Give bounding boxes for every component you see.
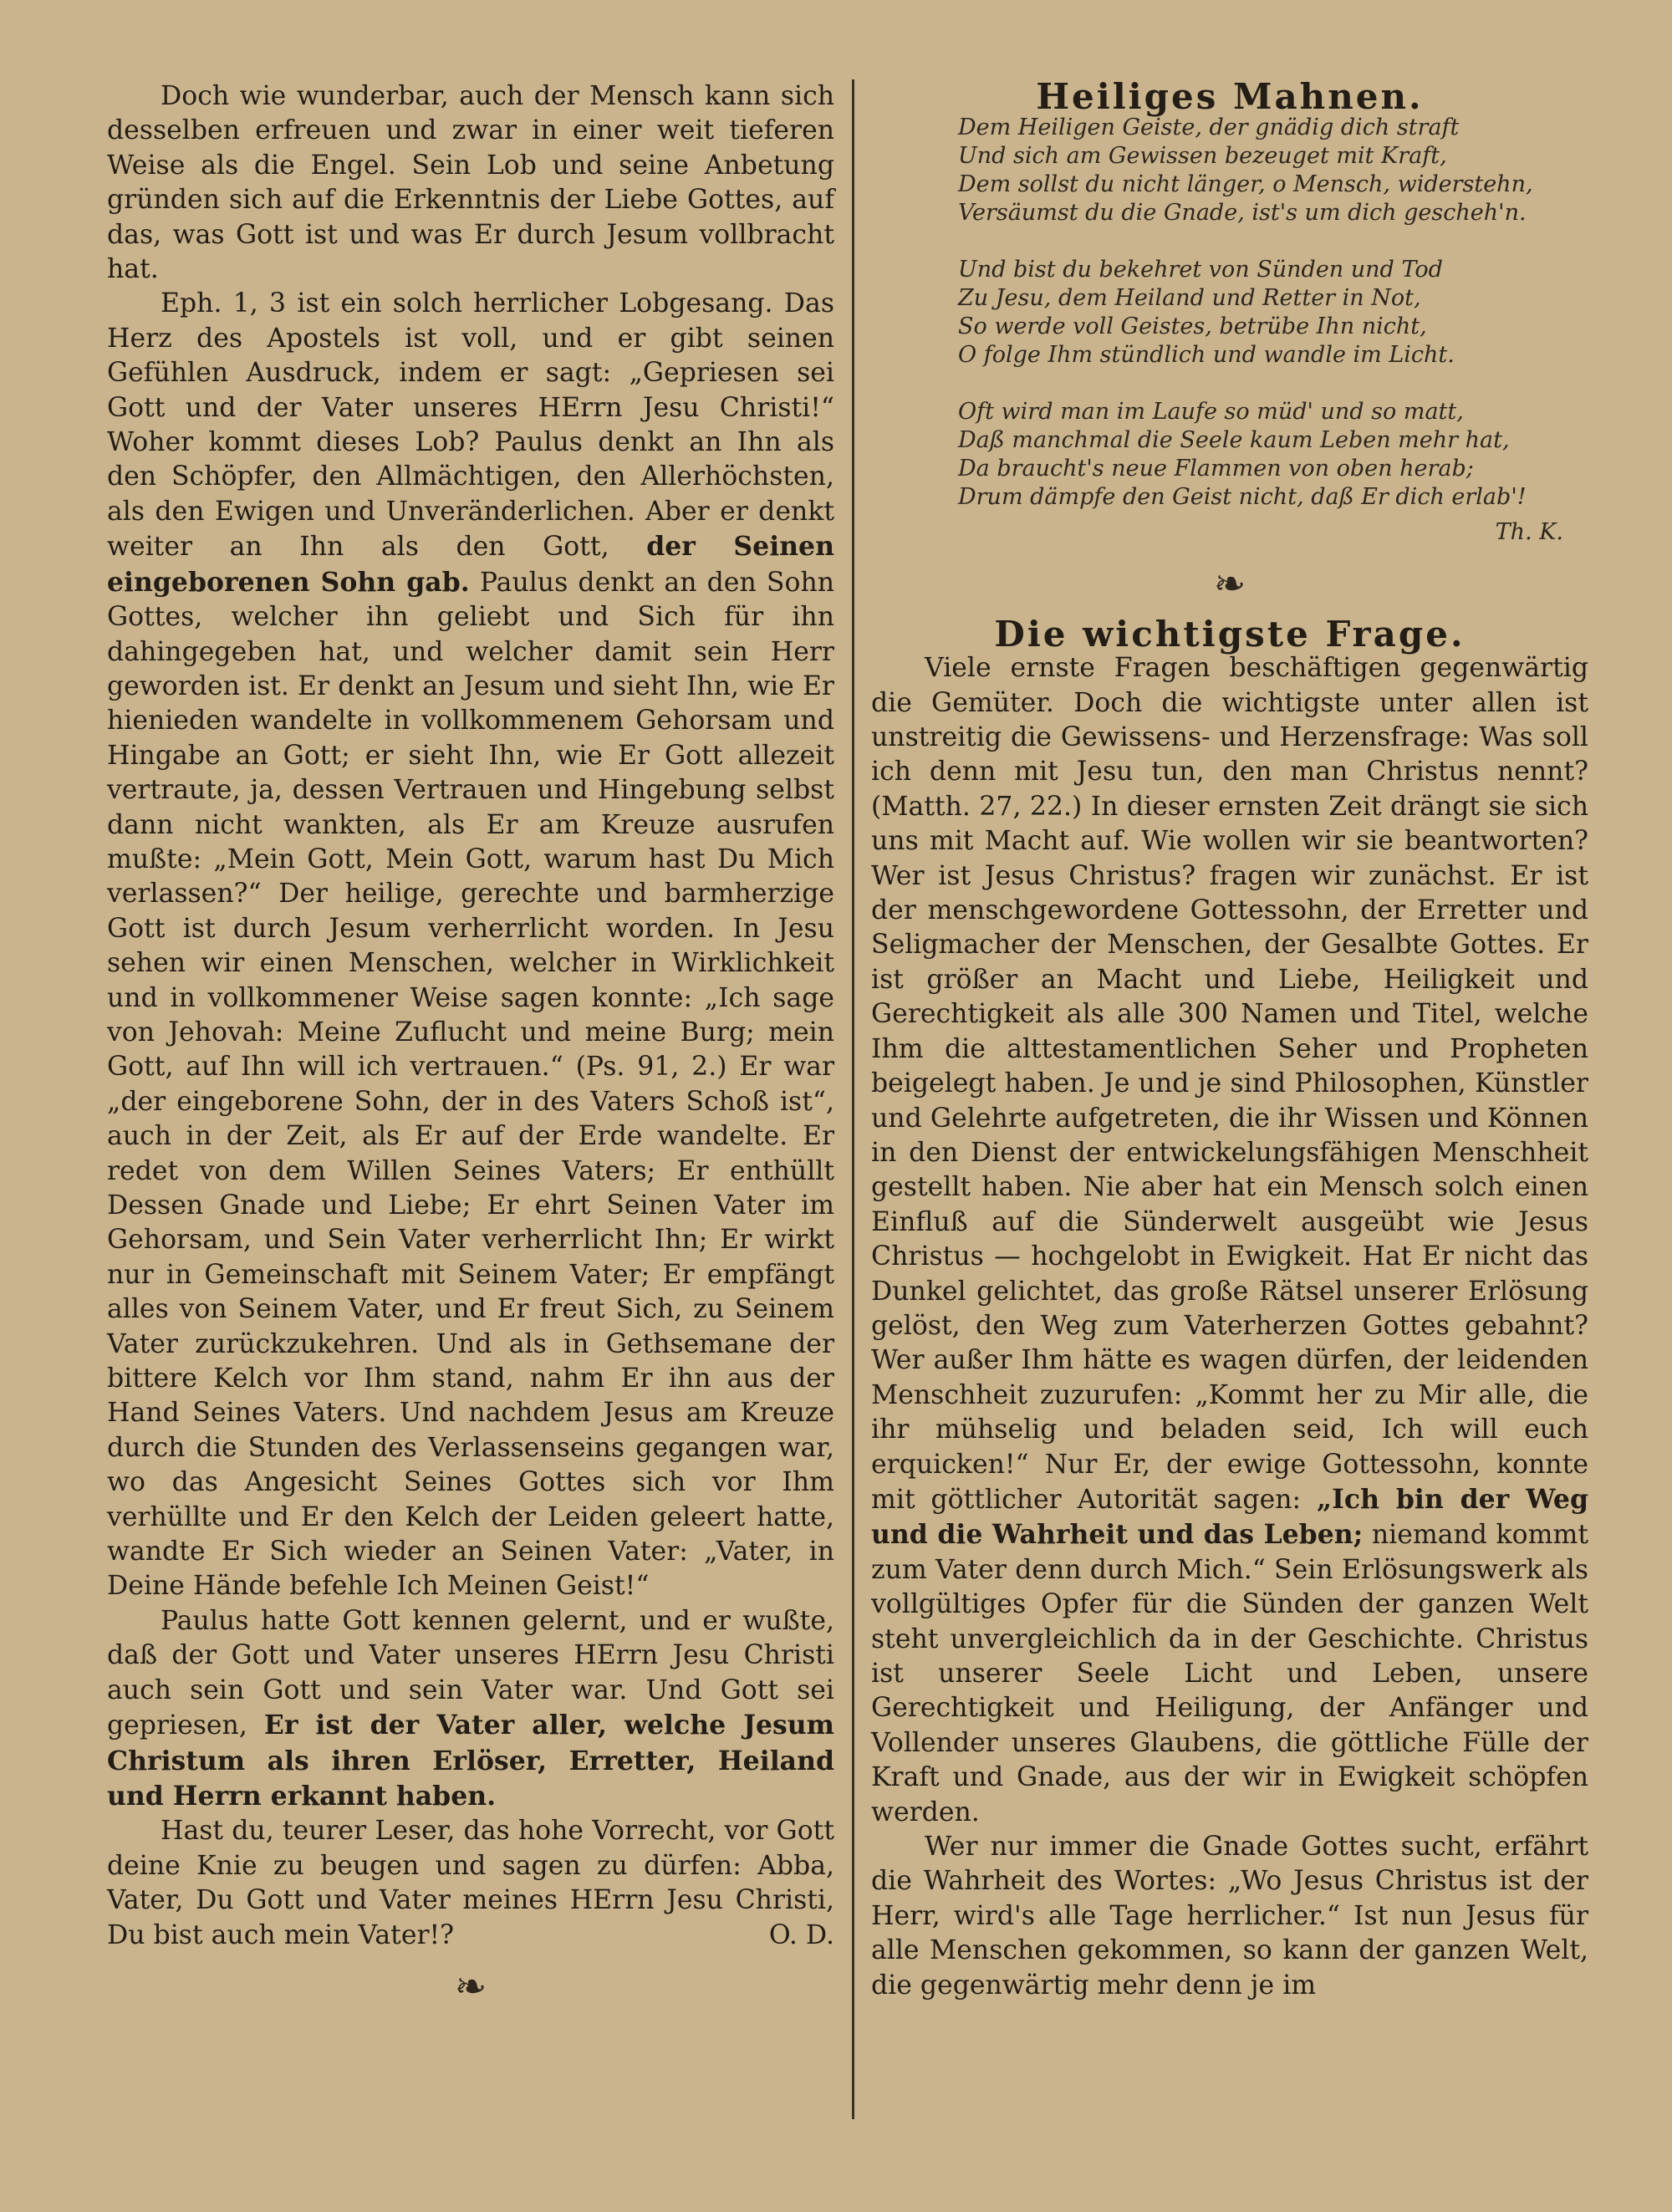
poem-line: Daß manchmal die Seele kaum Leben mehr hat,: [958, 427, 1510, 454]
paragraph-1: Doch wie wunderbar, auch der Mensch kann sich desselben erfreuen und zwar in einer weit tieferen Weise als die Engel. Sein Lob und seine Anbetung gründen sich auf die Erkenntnis der Liebe Gottes, auf das, was Gott ist und was Er durch Jesum vollbracht hat.: [107, 81, 834, 285]
paragraph-2: [107, 287, 834, 1603]
poem: [958, 114, 1588, 512]
article-text-a: Viele ernste Fragen beschäftigen gegenwärtig die Gemüter. Doch die wichtigste unter allen ist unstreitig die Gewissens- und Herzensfrage: Was soll ich denn mit Jesu tun, den man Christus nennt? (Matth. 27, 22.) In dieser ernsten Zeit drängt sie sich uns mit Macht auf. Wie wollen wir sie beantworten? Wer ist Jesus Christus? fragen wir zunächst. Er ist der menschgewordene Gottessohn, der Erretter und Seligmacher der Menschen, der Gesalbte Gottes. Er ist größer an Macht und Liebe, Heiligkeit und Gerechtigkeit als alle 300 Namen und Titel, welche Ihm die alttestamentlichen Seher und Propheten beigelegt haben. Je und je sind Philosophen, Künstler und Gelehrte aufgetreten, die ihr Wissen und Können in den Dienst der entwickelungsfähigen Menschheit gestellt haben. Nie aber hat ein Mensch solch einen Einfluß auf die Sünderwelt ausgeübt wie Jesus Christus — hochgelobt in Ewigkeit. Hat Er nicht das Dunkel gelichtet, das große Rätsel unserer Erlösung gelöst, den Weg zum Vaterherzen Gottes gebahnt? Wer außer Ihm hätte es wagen dürfen, der leidenden Menschheit zuzurufen: „Kommt her zu Mir alle, die ihr mühselig und beladen seid, Ich will euch erquicken!“ Nur Er, der ewige Gottessohn, konnte mit göttlicher Autorität sagen:: [871, 653, 1588, 1515]
article-bold: „Ich bin der Weg und die Wahrheit und das Leben;: [871, 1483, 1589, 1551]
poem-line: So werde voll Geistes, betrübe Ihn nicht,: [958, 313, 1427, 340]
article-text-c: niemand kommt zum Vater denn durch Mich.“ Sein Erlösungswerk als vollgültiges Opfer für die Sünden der ganzen Welt steht unvergleichlich da in der Geschichte. Christus ist unserer Seele Licht und Leben, unsere Gerechtigkeit und Heiligung, der Anfänger und Vollender unseres Glaubens, die göttliche Fülle der Kraft und Gnade, aus der wir in Ewigkeit schöpfen werden.: [871, 1520, 1588, 1827]
poem-line: Oft wird man im Laufe so müd' und so matt,: [958, 399, 1464, 426]
poem-line: Da braucht's neue Flammen von oben herab;: [958, 456, 1474, 482]
paragraph-4-text: Hast du, teurer Leser, das hohe Vorrecht, vor Gott deine Knie zu beugen und sagen zu dürfen: Abba, Vater, Du Gott und Vater meines HErrn Jesu Christi, Du bist auch mein Vater!?: [107, 1816, 834, 1950]
paragraph-2-bold: der Seinen eingeborenen Sohn gab.: [107, 531, 835, 598]
poem-line: Versäumst du die Gnade, ist's um dich gescheh'n.: [958, 200, 1527, 227]
poem-stanza: [958, 256, 1588, 370]
signature-od: O. D.: [768, 1919, 834, 1950]
poem-line: Drum dämpfe den Geist nicht, daß Er dich erlab'!: [958, 484, 1527, 511]
paragraph-2-text-c: Paulus denkt an den Sohn Gottes, welcher ihn geliebt und Sich für ihn dahingegeben hat, und welcher damit sein Herr geworden ist. Er denkt an Jesum und sieht Ihn, wie Er hienieden wandelte in vollkommenem Gehorsam und Hingabe an Gott; er sieht Ihn, wie Er Gott allezeit vertraute, ja, dessen Vertrauen und Hingebung selbst dann nicht wankten, als Er am Kreuze ausrufen mußte: „Mein Gott, Mein Gott, warum hast Du Mich verlassen?“ Der heilige, gerechte und barmherzige Gott ist durch Jesum verherrlicht worden. In Jesu sehen wir einen Menschen, welcher in Wirklichkeit und in vollkommener Weise sagen konnte: „Ich sage von Jehovah: Meine Zuflucht und meine Burg; mein Gott, auf Ihn will ich vertrauen.“ (Ps. 91, 2.) Er war „der eingeborene Sohn, der in des Vaters Schoß ist“, auch in der Zeit, als Er auf der Erde wandelte. Er redet von dem Willen Seines Vaters; Er enthüllt Dessen Gnade und Liebe; Er ehrt Seinen Vater im Gehorsam, und Sein Vater verherrlicht Ihn; Er wirkt nur in Gemeinschaft mit Seinem Vater; Er empfängt alles von Seinem Vater, und Er freut Sich, zu Seinem Vater zurückzukehren. Und als in Gethsemane der bittere Kelch vor Ihm stand, nahm Er ihn aus der Hand Seines Vaters. Und nachdem Jesus am Kreuze durch die Stunden des Verlassenseins gegangen war, wo das Angesicht Seines Gottes sich vor Ihm verhüllte und Er den Kelch der Leiden geleert hatte, wandte Er Sich wieder an Seinen Vater: „Vater, in Deine Hände befehle Ich Meinen Geist!“: [107, 567, 835, 1602]
poem-line: Und bist du bekehret von Sünden und Tod: [958, 257, 1443, 283]
poem-signature: Th. K.: [1495, 519, 1563, 546]
paragraph-4: [107, 1814, 834, 1953]
paragraph-3-text-a: Paulus hatte Gott kennen gelernt, und er wußte, daß der Gott und Vater unseres HErrn Jesu Christi auch sein Gott und sein Vater war. Und Gott sei gepriesen,: [107, 1605, 834, 1741]
poem-line: O folge Ihm stündlich und wandle im Licht.: [958, 342, 1455, 369]
paragraph-2-text-a: Eph. 1, 3 ist ein solch herrlicher Lobgesang. Das Herz des Apostels ist voll, und er gibt seinen Gefühlen Ausdruck, indem er sagt: „Gepriesen sei Gott und der Vater unseres HErrn Jesu Christi!“ Woher kommt dieses Lob? Paulus denkt an Ihn als den Schöpfer, den Allmächtigen, den Allerhöchsten, als den Ewigen und Unveränderlichen. Aber er denkt weiter an Ihn als den Gott,: [107, 288, 834, 563]
article-paragraph-1: [871, 651, 1588, 1830]
article-paragraph-2: Wer nur immer die Gnade Gottes sucht, erfährt die Wahrheit des Wortes: „Wo Jesus Christus ist der Herr, wird's alle Tage herrlicher.“ Ist nun Jesus für alle Menschen gekommen, so kann der ganzen Welt, die gegenwärtig mehr denn je im: [871, 1832, 1588, 2000]
poem-title: Heiliges Mahnen.: [1036, 76, 1424, 117]
left-column: [107, 79, 834, 2020]
poem-line: Dem Heiligen Geiste, der gnädig dich straft: [958, 115, 1460, 141]
poem-line: Dem sollst du nicht länger, o Mensch, widerstehn,: [958, 171, 1533, 198]
ornament-icon: ❧: [454, 1963, 487, 2009]
paragraph-3-bold: Er ist der Vater aller, welche Jesum Christum als ihren Erlöser, Erretter, Heiland und Herrn erkannt haben.: [107, 1710, 835, 1812]
right-column: [871, 76, 1589, 2003]
poem-line: Und sich am Gewissen bezeuget mit Kraft,: [958, 143, 1447, 170]
ornament-icon: ❧: [1213, 560, 1246, 606]
column-divider: [852, 79, 854, 2119]
paragraph-3: [107, 1604, 834, 1814]
article-title: Die wichtigste Frage.: [994, 613, 1466, 655]
poem-stanza: [958, 114, 1588, 227]
poem-line: Zu Jesu, dem Heiland und Retter in Not,: [958, 285, 1421, 312]
poem-stanza: [958, 398, 1588, 512]
